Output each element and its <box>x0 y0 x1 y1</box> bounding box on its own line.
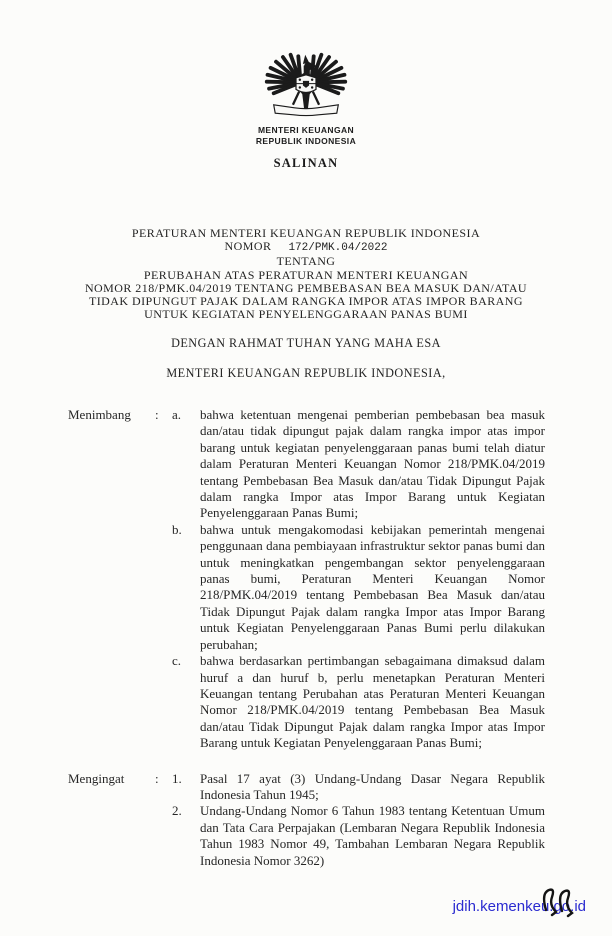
item-marker: 2. <box>172 803 182 819</box>
mengingat-item-2: Undang-Undang Nomor 6 Tahun 1983 tentang Ketentuan Umum dan Tata Cara Perpajakan (Lembaran Negara Republik Indonesia Tahun 1983 Nomor 49, Tambahan Lembaran Negara Republik Indonesia Nomor 3262) <box>200 803 545 868</box>
nomor-line <box>0 240 612 255</box>
mengingat-section <box>68 771 545 869</box>
copy-stamp-label: SALINAN <box>273 156 339 170</box>
authority-line: MENTERI KEUANGAN REPUBLIK INDONESIA, <box>166 366 446 380</box>
nomor-label: NOMOR <box>224 239 272 254</box>
ministry-line1: MENTERI KEUANGAN <box>257 125 355 135</box>
ministry-letterhead <box>0 125 612 146</box>
subject-line-4: UNTUK KEGIATAN PENYELENGGARAAN PANAS BUMI <box>144 307 468 322</box>
menimbang-colon: : <box>155 407 159 422</box>
item-marker: a. <box>172 407 182 422</box>
nomor-value: 172/PMK.04/2022 <box>288 242 388 255</box>
item-marker: 1. <box>172 770 182 786</box>
tentang-label: TENTANG <box>276 254 336 269</box>
regulation-title <box>0 227 612 321</box>
menimbang-label: Menimbang <box>68 407 131 422</box>
mengingat-colon: : <box>155 770 159 786</box>
menimbang-item-c: bahwa berdasarkan pertimbangan sebagaimana dimaksud dalam huruf a dan huruf b, perlu menetapkan Peraturan Menteri Keuangan tentang Perubahan atas Peraturan Menteri Keuangan Nomor 218/PMK.04/2019 tentang Pembebasan Bea Masuk dan/atau Tidak Dipungut Pajak dalam rangka Impor atas Impor Barang untuk Kegiatan Penyelenggaraan Panas Bumi; <box>200 653 545 751</box>
subject-line-2: NOMOR 218/PMK.04/2019 TENTANG PEMBEBASAN BEA MASUK DAN/ATAU <box>84 280 528 295</box>
subject-line-1: PERUBAHAN ATAS PERATURAN MENTERI KEUANGAN <box>143 267 469 282</box>
ministry-line2: REPUBLIK INDONESIA <box>255 135 357 146</box>
subject-line-3: TIDAK DIPUNGUT PAJAK DALAM RANGKA IMPOR ATAS IMPOR BARANG <box>88 294 524 309</box>
menimbang-item-b: bahwa untuk mengakomodasi kebijakan pemerintah mengenai penggunaan dana pembiayaan infrastruktur sektor panas bumi dan untuk meningkatkan pengembangan sektor penyelenggaraan panas bumi, Peraturan Menteri Keuangan Nomor 218/PMK.04/2019 tentang Pembebasan Bea Masuk dan/atau Tidak Dipungut Pajak dalam rangka Impor atas Impor Barang untuk Kegiatan Penyelenggaraan Panas Bumi perlu dilakukan perubahan; <box>200 521 545 652</box>
item-marker: c. <box>172 653 182 669</box>
menimbang-section <box>68 407 545 752</box>
invocation-line: DENGAN RAHMAT TUHAN YANG MAHA ESA <box>171 336 441 350</box>
garuda-pancasila-emblem-icon <box>253 44 359 124</box>
mengingat-item-1: Pasal 17 ayat (3) Undang-Undang Dasar Negara Republik Indonesia Tahun 1945; <box>200 770 545 802</box>
paraf-initials-mark <box>540 883 580 921</box>
mengingat-label: Mengingat <box>68 770 125 786</box>
menimbang-item-a: bahwa ketentuan mengenai pemberian pembebasan bea masuk dan/atau tidak dipungut pajak dalam rangka impor atas impor barang untuk kegiatan penyelenggaraan panas bumi telah diatur dalam Peraturan Menteri Keuangan Nomor 218/PMK.04/2019 tentang Pembebasan Bea Masuk dan/atau Tidak Dipungut Pajak dalam rangka Impor atas Impor Barang untuk Kegiatan Penyelenggaraan Panas Bumi; <box>200 407 545 521</box>
jdih-watermark: jdih.kemenkeu.go.id <box>452 898 586 915</box>
title-line1: PERATURAN MENTERI KEUANGAN REPUBLIK INDONESIA <box>131 226 481 240</box>
preamble-clauses <box>68 407 545 869</box>
item-marker: b. <box>172 521 182 537</box>
